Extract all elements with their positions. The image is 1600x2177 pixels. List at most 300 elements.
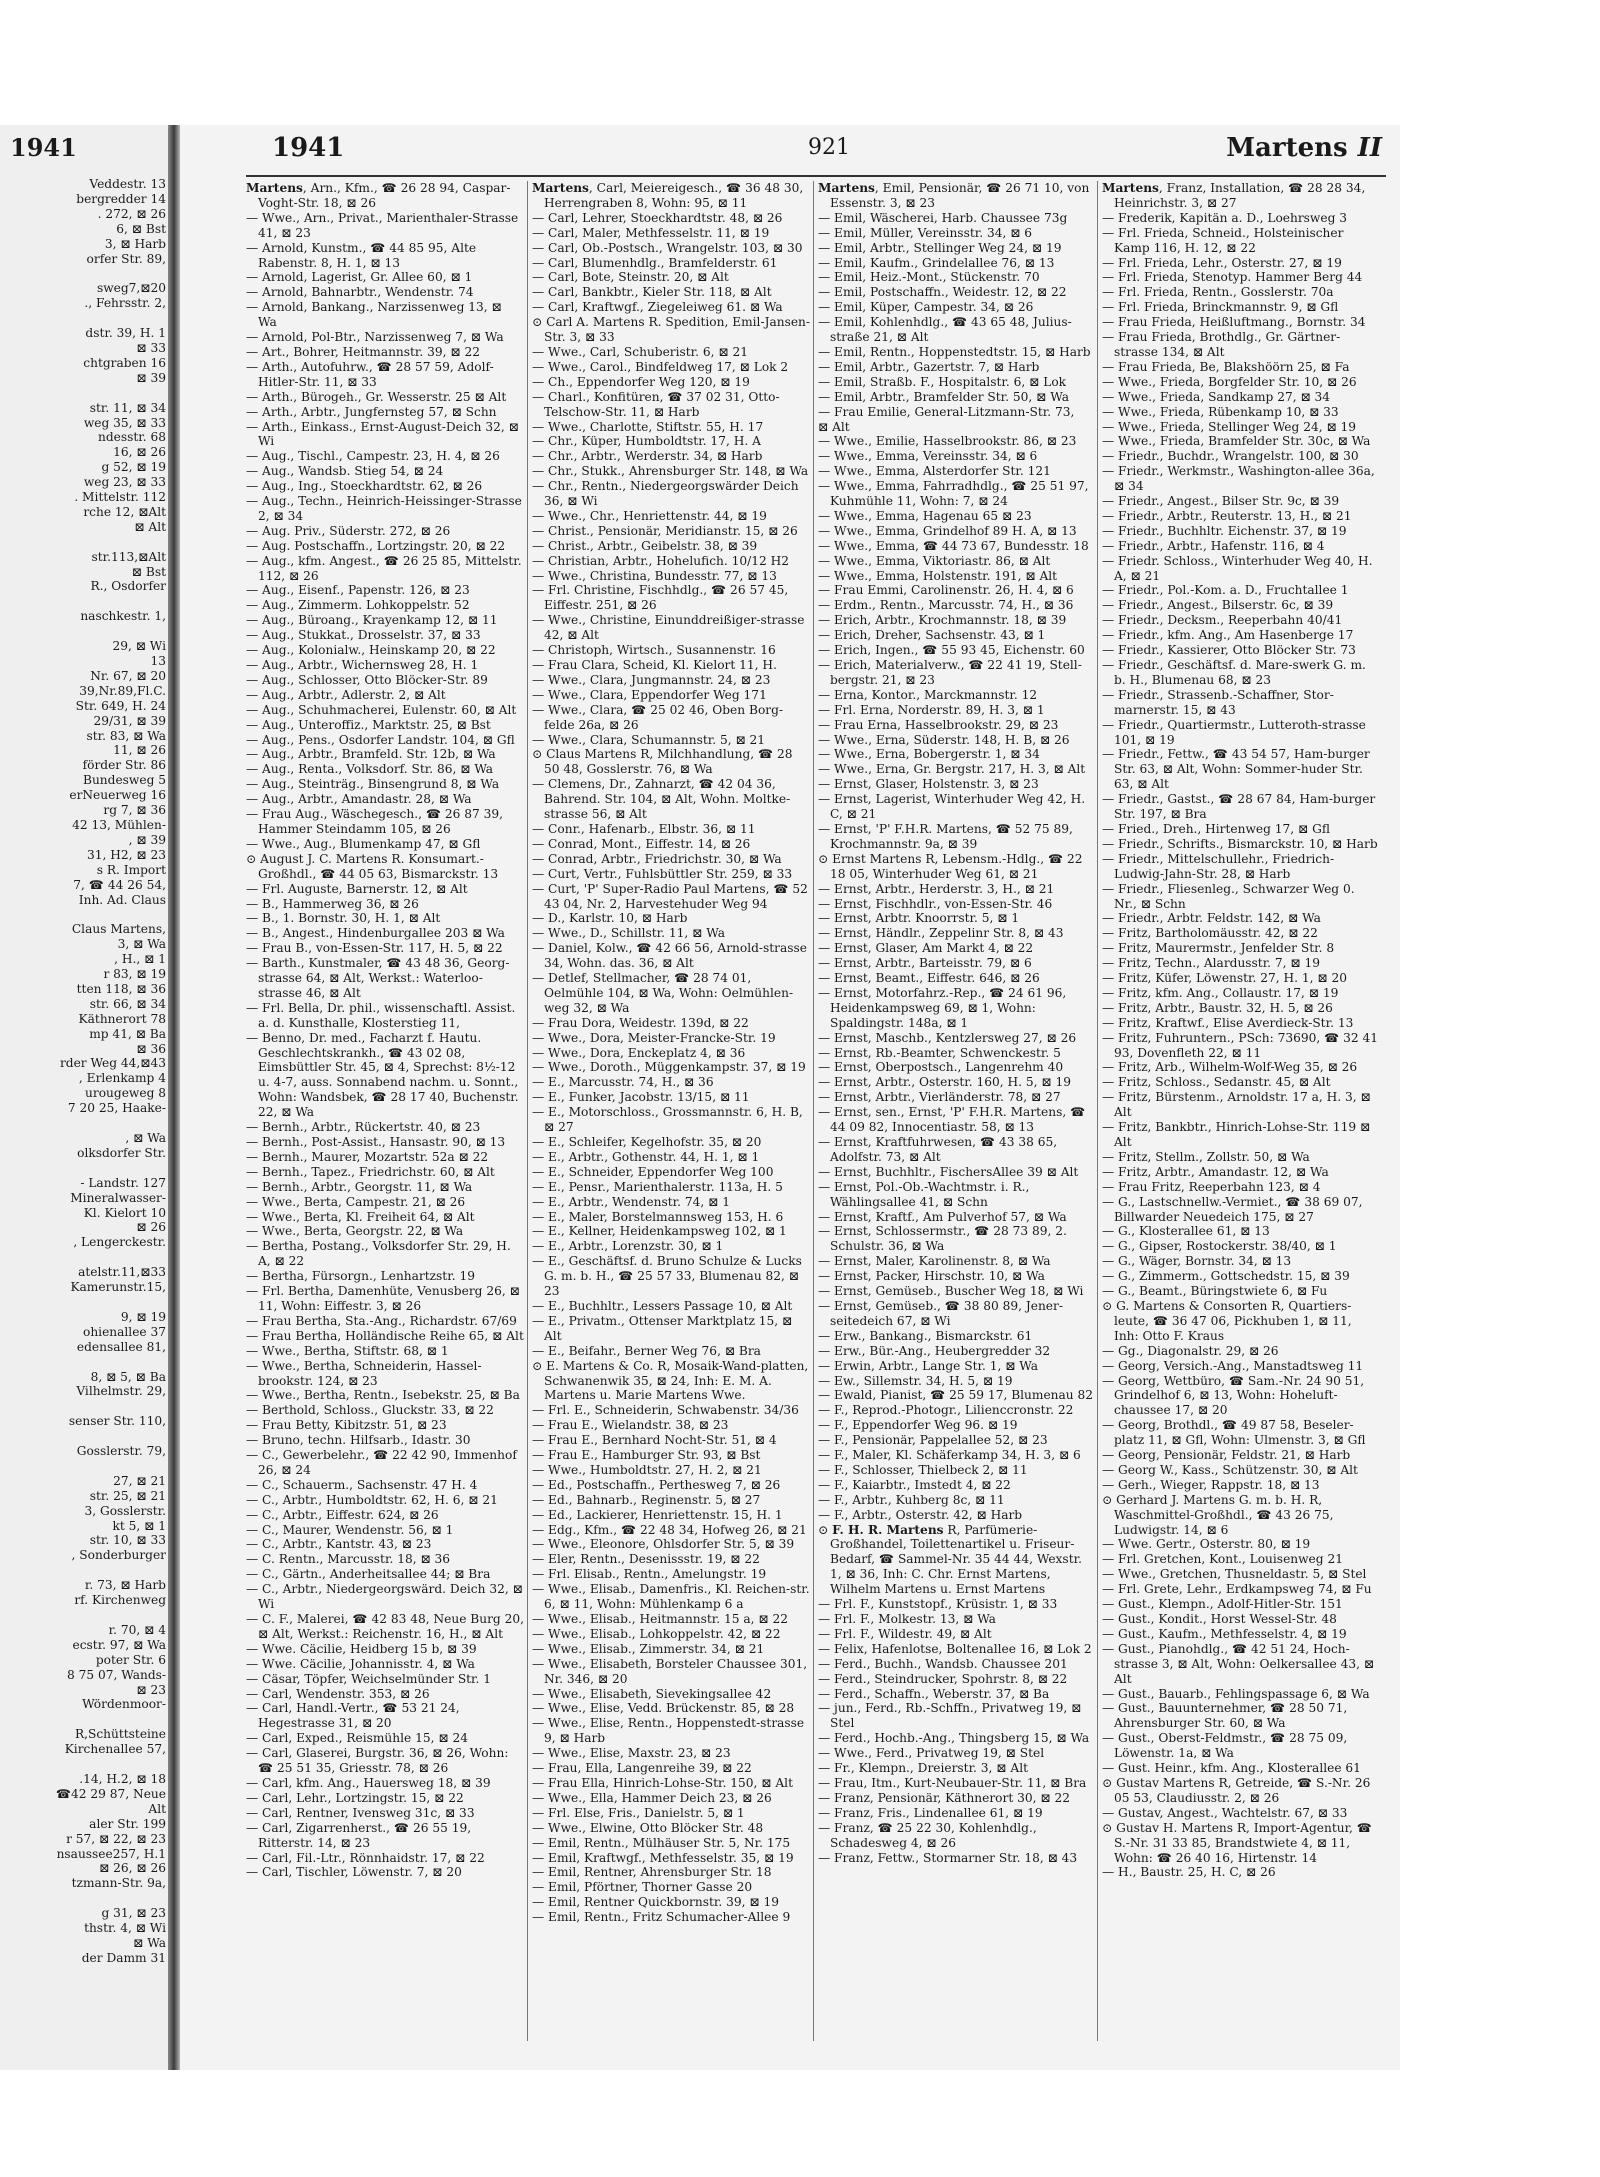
book-gutter (168, 125, 180, 2070)
directory-entry: — Wwe., Elise, Rentn., Hoppenstedt-strasse 9, ⊠ Harb (532, 1716, 805, 1746)
directory-entry: — Wwe., Carol., Bindfeldweg 17, ⊠ Lok 2 (532, 359, 789, 374)
left-page-line: förder Str. 86 (82, 758, 166, 773)
left-page-line: rche 12, ⊠Alt (83, 504, 166, 519)
left-page-line: Inh. Ad. Claus (78, 892, 166, 907)
directory-entry: — Frl. Gretchen, Kont., Louisenweg 21 (1102, 1552, 1343, 1567)
directory-entry: — Bernh., Tapez., Friedrichstr. 60, ⊠ Alt (246, 1164, 495, 1179)
directory-entry: — Ernst, Gemüseb., ☎ 38 80 89, Jener-seitedeich 67, ⊠ Wi (818, 1298, 1063, 1328)
directory-entry: ⊙ F. H. R. Martens R, Parfümerie-Großhandel, Toilettenartikel u. Friseur-Bedarf, ☎ Sammel-Nr. 35 44 44, Wexstr. 1, ⊠ 36, Inh: C. Chr. Ernst Martens, Wilhelm Martens u. Ernst Martens (818, 1522, 1082, 1597)
directory-entry: — Ernst, Fischhdlr., von-Essen-Str. 46 (818, 896, 1053, 911)
left-page-line: str.113,⊠Alt (91, 549, 166, 564)
left-page-line (6, 1250, 166, 1265)
left-page-line (6, 624, 166, 639)
directory-entry: — Carl, Lehrer, Stoeckhardtstr. 48, ⊠ 26 (532, 210, 783, 225)
directory-entry: — Wwe., Eleonore, Ohlsdorfer Str. 5, ⊠ 39 (532, 1537, 795, 1552)
left-page-line: thstr. 4, ⊠ Wi (84, 1921, 166, 1936)
directory-entry: — Bertha, Postang., Volksdorfer Str. 29, H. A, ⊠ 22 (246, 1239, 511, 1269)
directory-entry: — Ernst, Pol.-Ob.-Wachtmstr. i. R., Wählingsallee 41, ⊠ Schn (818, 1179, 1030, 1209)
left-page-line: dstr. 39, H. 1 (85, 326, 166, 341)
directory-entry: — Ernst, Schlossermstr., ☎ 28 73 89, 2. Schulstr. 36, ⊠ Wa (818, 1224, 1067, 1254)
directory-entry: — Friedr., Pol.-Kom. a. D., Fruchtallee 1 (1102, 583, 1349, 598)
directory-entry: — Aug., Pens., Osdorfer Landstr. 104, ⊠ Gfl (246, 732, 515, 747)
left-page-line: .14, H.2, ⊠ 18 (79, 1771, 166, 1786)
directory-entry: — Wwe., Gretchen, Thusneldastr. 5, ⊠ Stel (1102, 1567, 1367, 1582)
directory-entry: — Aug., Schlosser, Otto Blöcker-Str. 89 (246, 672, 488, 687)
directory-entry: — Gust., Oberst-Feldmstr., ☎ 28 75 09, Löwenstr. 1a, ⊠ Wa (1102, 1731, 1348, 1761)
directory-entry: — Aug., Büroang., Krayenkamp 12, ⊠ 11 (246, 613, 498, 628)
directory-entry: — Carl, Wendenstr. 353, ⊠ 26 (246, 1686, 430, 1701)
directory-entry: — Wwe. Cäcilie, Heidberg 15 b, ⊠ 39 (246, 1641, 477, 1656)
directory-entry: — Fr., Klempn., Dreierstr. 3, ⊠ Alt (818, 1761, 1028, 1776)
directory-entry: — Wwe., Erna, Süderstr. 148, H. B, ⊠ 26 (818, 732, 1070, 747)
directory-entry: — Gust., Bauunternehmer, ☎ 28 50 71, Ahrensburger Str. 60, ⊠ Wa (1102, 1701, 1348, 1731)
running-head-roman: II (1357, 133, 1382, 163)
directory-entry: — Aug., Arbtr., Bramfeld. Str. 12b, ⊠ Wa (246, 747, 496, 762)
directory-entry: — Ernst, Händlr., Zeppelinr Str. 8, ⊠ 43 (818, 926, 1064, 941)
directory-entry: — Christoph, Wirtsch., Susannenstr. 16 (532, 643, 776, 658)
directory-entry: — F., Schlosser, Thielbeck 2, ⊠ 11 (818, 1462, 1028, 1477)
directory-entry: — C., Gewerbelehr., ☎ 22 42 90, Immenhof 26, ⊠ 24 (246, 1448, 517, 1477)
directory-entry: ⊙ Gustav Martens R, Getreide, ☎ S.-Nr. 26 05 53, Claudiusstr. 2, ⊠ 26 (1102, 1775, 1371, 1805)
directory-entry: — Erich, Dreher, Sachsenstr. 43, ⊠ 1 (818, 628, 1046, 643)
left-page-line (6, 1429, 166, 1444)
directory-entry: — Carl, Rentner, Ivensweg 31c, ⊠ 33 (246, 1805, 475, 1820)
directory-entry: — Emil, Rentn., Fritz Schumacher-Allee 9 (532, 1910, 791, 1925)
directory-entry: — Aug., Schuhmacherei, Eulenstr. 60, ⊠ Alt (246, 702, 517, 717)
left-page-line: sweg7,⊠20 (96, 281, 166, 296)
directory-entry: — Wwe., Emilie, Hasselbrookstr. 86, ⊠ 23 (818, 434, 1077, 449)
directory-entry: — E., Arbtr., Lorenzstr. 30, ⊠ 1 (532, 1239, 724, 1254)
directory-entry: Martens, Carl, Meiereigesch., ☎ 36 48 30, Herrengraben 8, Wohn: 95, ⊠ 11 (532, 181, 804, 210)
left-page-line (6, 1116, 166, 1131)
directory-entry: — Wwe., Christine, Einunddreißiger-strasse 42, ⊠ Alt (532, 613, 805, 643)
directory-entry: — C., Maurer, Wendenstr. 56, ⊠ 1 (246, 1522, 454, 1537)
directory-entry: — G., Gipser, Rostockerstr. 38/40, ⊠ 1 (1102, 1239, 1337, 1254)
directory-entry: — E., Funker, Jacobstr. 13/15, ⊠ 11 (532, 1090, 750, 1105)
directory-entry: — Aug., Zimmerm. Lohkoppelstr. 52 (246, 598, 470, 613)
directory-entry: — Fritz, Schloss., Sedanstr. 45, ⊠ Alt (1102, 1075, 1331, 1090)
entry-name-bold: Martens (818, 181, 875, 195)
directory-entry: — Ew., Sillemstr. 34, H. 5, ⊠ 19 (818, 1373, 1013, 1388)
directory-entry: — Georg W., Kass., Schützenstr. 30, ⊠ Alt (1102, 1462, 1358, 1477)
left-page-line: Wördenmoor- (82, 1697, 166, 1712)
left-page-line: 39,Nr.89,Fl.C. (79, 683, 166, 698)
directory-entry: ⊙ Gustav H. Martens R, Import-Agentur, ☎ S.-Nr. 31 33 85, Brandstwiete 4, ⊠ 11, Wohn: ☎ 26 40 16, Hirtenstr. 14 (1102, 1820, 1372, 1865)
left-page-line (6, 266, 166, 281)
directory-entry: — Wwe., Aug., Blumenkamp 47, ⊠ Gfl (246, 836, 481, 851)
directory-entry: — Ed., Postschaffn., Perthesweg 7, ⊠ 26 (532, 1477, 781, 1492)
directory-entry: — jun., Ferd., Rb.-Schffn., Privatweg 19, ⊠ Stel (818, 1701, 1082, 1731)
directory-entry: — Erna, Kontor., Marckmannstr. 12 (818, 687, 1038, 702)
directory-entry: — Franz, Pensionär, Käthnerort 30, ⊠ 22 (818, 1790, 1070, 1805)
left-page-line (6, 1757, 166, 1772)
directory-entry: Martens, Franz, Installation, ☎ 28 28 34, Heinrichstr. 3, ⊠ 27 (1102, 181, 1366, 210)
running-head-surname: Martens (1226, 133, 1348, 163)
directory-entry: — Wwe., Elwine, Otto Blöcker Str. 48 (532, 1820, 764, 1835)
directory-entry: — Clemens, Dr., Zahnarzt, ☎ 42 04 36, Bahrend. Str. 104, ⊠ Alt, Wohn. Moltke-strasse 56, ⊠ Alt (532, 777, 791, 822)
directory-entry: — Chr., Küper, Humboldtstr. 17, H. A (532, 434, 761, 449)
left-page-line: 16, ⊠ 26 (113, 445, 166, 460)
left-page-line: ⊠ 26 (136, 1220, 166, 1235)
left-page-fragment (0, 125, 168, 2070)
left-page-line: Vilhelmstr. 29, (76, 1384, 166, 1399)
directory-entry: — Bernh., Arbtr., Georgstr. 11, ⊠ Wa (246, 1179, 473, 1194)
directory-entry: ⊙ Carl A. Martens R. Spedition, Emil-Jansen-Str. 3, ⊠ 33 (532, 315, 810, 345)
directory-entry: — Wwe., Frieda, Stellinger Weg 24, ⊠ 19 (1102, 419, 1357, 434)
directory-entry: — Wwe., Carl, Schuberistr. 6, ⊠ 21 (532, 344, 749, 359)
directory-entry: — Fritz, kfm. Ang., Collaustr. 17, ⊠ 19 (1102, 985, 1339, 1000)
directory-entry: — Aug., Kolonialw., Heinskamp 20, ⊠ 22 (246, 643, 496, 658)
directory-entry: — Frl. Frieda, Stenotyp. Hammer Berg 44 (1102, 270, 1363, 285)
directory-entry: — Georg, Brothdl., ☎ 49 87 58, Beseler-platz 11, ⊠ Gfl, Wohn: Ulmenstr. 3, ⊠ Gfl (1102, 1418, 1366, 1448)
directory-entry: — Frau Clara, Scheid, Kl. Kielort 11, H. (532, 658, 777, 672)
directory-entry: — Chr., Stukk., Ahrensburger Str. 148, ⊠ Wa (532, 464, 809, 479)
left-page-line (6, 1161, 166, 1176)
directory-entry: — Emil, Arbtr., Bramfelder Str. 50, ⊠ Wa (818, 389, 1069, 404)
directory-entry: ⊙ Ernst Martens R, Lebensm.-Hdlg., ☎ 22 18 05, Winterhuder Weg 61, ⊠ 21 (818, 851, 1083, 881)
directory-entry: — Friedr., Kassierer, Otto Blöcker Str. 73 (1102, 643, 1356, 658)
left-page-line (6, 1712, 166, 1727)
directory-entry: — Gust. Heinr., kfm. Ang., Klosterallee 61 (1102, 1761, 1361, 1776)
directory-entry: — Emil, Wäscherei, Harb. Chaussee 73g (818, 210, 1068, 225)
directory-entry: — Franz, ☎ 25 22 30, Kohlenhdlg., Schadesweg 4, ⊠ 26 (818, 1820, 1037, 1850)
directory-entry: — Ernst, Maler, Karolinenstr. 8, ⊠ Wa (818, 1254, 1051, 1269)
directory-entry: — Ernst, Kraftf., Am Pulverhof 57, ⊠ Wa (818, 1209, 1067, 1224)
directory-entry: — Wwe., Erna, Bobergerstr. 1, ⊠ 34 (818, 747, 1040, 762)
directory-entry: — Friedr., Decksm., Reeperbahn 40/41 (1102, 613, 1343, 628)
left-page-line: R,Schüttsteine (74, 1727, 166, 1742)
directory-entry: — Frl. Grete, Lehr., Erdkampsweg 74, ⊠ Fu (1102, 1582, 1372, 1597)
directory-entry: — Emil, Rentn., Mülhäuser Str. 5, Nr. 175 (532, 1835, 791, 1850)
directory-entry: — Frl. F., Kunststopf., Krüsistr. 1, ⊠ 33 (818, 1597, 1058, 1612)
directory-entry: — C., Schauerm., Sachsenstr. 47 H. 4 (246, 1477, 478, 1492)
left-page-line: 8 75 07, Wands- (66, 1667, 166, 1682)
directory-entry: — Friedr., Mittelschullehr., Friedrich-Ludwig-Jahn-Str. 28, ⊠ Harb (1102, 851, 1335, 881)
directory-entry: — E., Beifahr., Berner Weg 76, ⊠ Bra (532, 1343, 761, 1358)
directory-entry: — Ferd., Hochb.-Ang., Thingsberg 15, ⊠ Wa (818, 1731, 1090, 1746)
directory-entry: — Emil, Arbtr., Stellinger Weg 24, ⊠ 19 (818, 240, 1062, 255)
directory-entry: — Carl, Glaserei, Burgstr. 36, ⊠ 26, Wohn: ☎ 25 51 35, Griesstr. 78, ⊠ 26 (246, 1746, 509, 1776)
directory-entry: — Arnold, Lagerist, Gr. Allee 60, ⊠ 1 (246, 270, 473, 285)
directory-entry: — E., Buchhltr., Lessers Passage 10, ⊠ Alt (532, 1298, 793, 1313)
left-page-line (6, 594, 166, 609)
left-page-line: . 272, ⊠ 26 (97, 206, 166, 221)
directory-entry: — Aug., kfm. Angest., ☎ 26 25 85, Mittelstr. 112, ⊠ 26 (246, 553, 522, 583)
directory-entry: — Friedr., Gastst., ☎ 28 67 84, Ham-burger Str. 197, ⊠ Bra (1102, 792, 1376, 822)
directory-entry: — Aug., Tischl., Campestr. 23, H. 4, ⊠ 26 (246, 449, 500, 464)
directory-entry: — Wwe., Elisabeth, Borsteler Chaussee 301, Nr. 346, ⊠ 20 (532, 1656, 808, 1686)
directory-entry: — Friedr., kfm. Ang., Am Hasenberge 17 (1102, 628, 1354, 643)
directory-entry: — Barth., Kunstmaler, ☎ 43 48 36, Georg-strasse 64, ⊠ Alt, Werkst.: Waterloo-strasse 46, ⊠ Alt (246, 956, 510, 1000)
directory-entry: — Aug., Steinträg., Binsengrund 8, ⊠ Wa (246, 777, 500, 792)
column-divider (527, 181, 528, 2041)
directory-entry: — Conrad, Mont., Eiffestr. 14, ⊠ 26 (532, 836, 751, 851)
directory-entry: — Wwe., Humboldtstr. 27, H. 2, ⊠ 21 (532, 1462, 762, 1477)
directory-entry: — Felix, Hafenlotse, Boltenallee 16, ⊠ Lok 2 (818, 1641, 1092, 1656)
directory-entry: — Ch., Eppendorfer Weg 120, ⊠ 19 (532, 374, 750, 389)
directory-entry: — Wwe., Erna, Gr. Bergstr. 217, H. 3, ⊠ Alt (818, 762, 1086, 777)
left-page-line: mp 41, ⊠ Ba (89, 1026, 166, 1041)
directory-entry: — Wwe., Emma, Vereinsstr. 34, ⊠ 6 (818, 449, 1038, 464)
directory-entry: — Frl. Else, Fris., Danielstr. 5, ⊠ 1 (532, 1805, 745, 1820)
directory-entry: — Aug., Ing., Stoeckhardtstr. 62, ⊠ 26 (246, 479, 483, 494)
directory-entry: — Ed., Lackierer, Henriettenstr. 15, H. 1 (532, 1507, 783, 1522)
left-page-line: g 52, ⊠ 19 (101, 460, 166, 475)
left-page-line: 11, ⊠ 26 (113, 743, 166, 758)
left-page-line: - Landstr. 127 (80, 1175, 166, 1190)
directory-entry: — H., Baustr. 25, H. C, ⊠ 26 (1102, 1865, 1276, 1880)
left-page-line: ecstr. 97, ⊠ Wa (72, 1637, 166, 1652)
directory-entry: — Fritz, Bürstenm., Arnoldstr. 17 a, H. 3, ⊠ Alt (1102, 1090, 1371, 1120)
directory-entry: — Bernh., Post-Assist., Hansastr. 90, ⊠ 13 (246, 1135, 506, 1149)
left-page-line: str. 10, ⊠ 33 (89, 1533, 166, 1548)
directory-entry: — Carl, Tischler, Löwenstr. 7, ⊠ 20 (246, 1865, 462, 1880)
directory-entry: — Fritz, Bankbtr., Hinrich-Lohse-Str. 119 ⊠ Alt (1102, 1120, 1371, 1149)
directory-entry: — Ernst, Kraftfuhrwesen, ☎ 43 38 65, Adolfstr. 73, ⊠ Alt (818, 1135, 1058, 1164)
directory-entry: — Carl, Kraftwgf., Ziegeleiweg 61. ⊠ Wa (532, 300, 783, 315)
left-page-line: Bundesweg 5 (83, 773, 166, 788)
directory-entry: — Charl., Konfitüren, ☎ 37 02 31, Otto-Telschow-Str. 11, ⊠ Harb (532, 389, 780, 419)
directory-entry: — B., Hammerweg 36, ⊠ 26 (246, 896, 419, 911)
left-page-line: ⊠ Alt (134, 519, 166, 534)
directory-entry: — F., Arbtr., Kuhberg 8c, ⊠ 11 (818, 1492, 1005, 1507)
directory-entry: — Emil, Arbtr., Gazertstr. 7, ⊠ Harb (818, 359, 1040, 374)
directory-entry: — Ernst, Oberpostsch., Langenrehm 40 (818, 1060, 1064, 1075)
directory-entry: — Frl. Elisab., Rentn., Amelungstr. 19 (532, 1567, 767, 1582)
directory-entry: — Carl, Bankbtr., Kieler Str. 118, ⊠ Alt (532, 285, 772, 300)
directory-entry: — Frau Erna, Hasselbrookstr. 29, ⊠ 23 (818, 717, 1059, 732)
directory-entry: — C. F., Malerei, ☎ 42 83 48, Neue Burg 20, ⊠ Alt, Werkst.: Reichenstr. 16, H., ⊠ Alt (246, 1612, 524, 1641)
directory-entry: — Gust., Pianohdlg., ☎ 42 51 24, Hoch-strasse 3, ⊠ Alt, Wohn: Oelkersallee 43, ⊠ Alt (1102, 1641, 1375, 1686)
directory-entry: — Ernst, Lagerist, Winterhuder Weg 42, H. C, ⊠ 21 (818, 792, 1086, 822)
directory-entry: — Frl. Christine, Fischhdlg., ☎ 26 57 45, Eiffestr. 251, ⊠ 26 (532, 583, 789, 613)
left-page-line: poter Str. 6 (95, 1652, 166, 1667)
directory-entry: — Aug., Techn., Heinrich-Heissinger-Strasse 2, ⊠ 34 (246, 494, 522, 523)
left-page-line (6, 1563, 166, 1578)
directory-page (180, 125, 1400, 2070)
directory-entry: — Georg, Versich.-Ang., Manstadtsweg 11 (1102, 1358, 1364, 1373)
left-page-line: 13 (150, 654, 166, 668)
left-page-line: Käthnerort 78 (78, 1011, 166, 1026)
left-page-line: s R. Import (96, 862, 166, 877)
directory-entry: — Emil, Pförtner, Thorner Gasse 20 (532, 1880, 753, 1895)
directory-entry: — Conr., Hafenarb., Elbstr. 36, ⊠ 11 (532, 821, 756, 836)
directory-entry: — Wwe. Cäcilie, Johannisstr. 4, ⊠ Wa (246, 1656, 475, 1671)
directory-entry: — Frau E., Bernhard Nocht-Str. 51, ⊠ 4 (532, 1433, 777, 1448)
directory-entry: — Wwe., Berta, Campestr. 21, ⊠ 26 (246, 1194, 466, 1209)
directory-entry: — Erwin, Arbtr., Lange Str. 1, ⊠ Wa (818, 1358, 1039, 1373)
left-page-line: tzmann-Str. 9a, (71, 1876, 166, 1891)
directory-entry: — Emil, Kraftwgf., Methfesselstr. 35, ⊠ 19 (532, 1850, 794, 1865)
directory-entry: — Wwe., Clara, Eppendorfer Weg 171 (532, 687, 767, 702)
directory-entry: — Arth., Bürogeh., Gr. Wesserstr. 25 ⊠ Alt (246, 389, 507, 404)
directory-entry: — Ernst, Arbtr., Herderstr. 3, H., ⊠ 21 (818, 881, 1055, 896)
left-page-line: rf. Kirchenweg (74, 1593, 166, 1608)
directory-entry: — Fritz, Techn., Alardusstr. 7, ⊠ 19 (1102, 956, 1321, 971)
column-4 (1102, 181, 1380, 2061)
directory-entry: — C. Rentn., Marcusstr. 18, ⊠ 36 (246, 1552, 451, 1567)
directory-entry: — Aug., Arbtr., Amandastr. 28, ⊠ Wa (246, 792, 472, 807)
directory-entry: — Frederik, Kapitän a. D., Loehrsweg 3 (1102, 210, 1348, 225)
directory-entry: ⊙ Gerhard J. Martens G. m. b. H. R, Waschmittel-Großhdl., ☎ 43 26 75, Ludwigstr. 14, ⊠ 6 (1102, 1492, 1334, 1537)
directory-entry: — Bernh., Maurer, Mozartstr. 52a ⊠ 22 (246, 1149, 489, 1164)
left-page-line: Kirchenallee 57, (64, 1742, 166, 1757)
directory-entry: — Friedr., Quartiermstr., Lutteroth-strasse 101, ⊠ 19 (1102, 717, 1366, 747)
directory-entry: — Ernst, Glaser, Am Markt 4, ⊠ 22 (818, 941, 1034, 956)
directory-entry: — Wwe., Berta, Kl. Freiheit 64, ⊠ Alt (246, 1209, 475, 1224)
directory-entry: — Fritz, Arbtr., Baustr. 32, H. 5, ⊠ 26 (1102, 1000, 1333, 1015)
directory-entry: — Detlef, Stellmacher, ☎ 28 74 01, Oelmühle 104, ⊠ Wa, Wohn: Oelmühlen-weg 32, ⊠ Wa (532, 971, 794, 1015)
left-page-line: 29, ⊠ Wi (112, 639, 166, 654)
directory-entry: — Frau, Ella, Langenreihe 39, ⊠ 22 (532, 1761, 752, 1776)
directory-entry: — Wwe., Charlotte, Stiftstr. 55, H. 17 (532, 419, 764, 434)
directory-entry: — Aug., Arbtr., Wichernsweg 28, H. 1 (246, 658, 479, 672)
directory-entry: — Aug., Wandsb. Stieg 54, ⊠ 24 (246, 464, 444, 479)
left-page-line: Alt (148, 1801, 166, 1816)
directory-entry: — Fritz, Arbtr., Amandastr. 12, ⊠ Wa (1102, 1164, 1329, 1179)
directory-entry: — Ferd., Schaffn., Weberstr. 37, ⊠ Ba (818, 1686, 1050, 1701)
directory-entry: — Eler, Rentn., Desenissstr. 19, ⊠ 22 (532, 1552, 760, 1567)
left-page-line (6, 1608, 166, 1623)
left-page-line: rder Weg 44,⊠43 (59, 1056, 166, 1071)
left-page-line: ⊠ Wa (133, 1935, 166, 1950)
directory-entry: — Frl. Erna, Norderstr. 89, H. 3, ⊠ 1 (818, 702, 1045, 717)
directory-entry: — Wwe., Dora, Enckeplatz 4, ⊠ 36 (532, 1045, 746, 1060)
directory-entry: — Frau Aug., Wäschegesch., ☎ 26 87 39, Hammer Steindamm 105, ⊠ 26 (246, 807, 504, 836)
directory-entry: — Friedr., Arbtr., Reuterstr. 13, H., ⊠ 21 (1102, 508, 1352, 523)
directory-entry: — Gust., Bauarb., Fehlingspassage 6, ⊠ Wa (1102, 1686, 1370, 1701)
left-page-line: Gosslerstr. 79, (76, 1444, 166, 1459)
directory-entry: — Erich, Ingen., ☎ 55 93 45, Eichenstr. 60 (818, 643, 1085, 658)
directory-entry: — Ernst, Glaser, Holstenstr. 3, ⊠ 23 (818, 777, 1039, 792)
directory-entry: — Frau Frieda, Brothdlg., Gr. Gärtner-strasse 134, ⊠ Alt (1102, 330, 1341, 359)
left-page-line: chtgraben 16 (83, 355, 166, 370)
directory-entry: — Frau Betty, Kibitzstr. 51, ⊠ 23 (246, 1418, 447, 1433)
left-page-year: 1941 (10, 133, 77, 162)
directory-entry: ⊙ Claus Martens R, Milchhandlung, ☎ 28 50 48, Gosslerstr. 76, ⊠ Wa (532, 747, 793, 777)
left-page-line: naschkestr. 1, (80, 609, 166, 624)
directory-entry: — B., Angest., Hindenburgallee 203 ⊠ Wa (246, 926, 505, 941)
directory-entry: — Ernst, Arbtr., Osterstr. 160, H. 5, ⊠ 19 (818, 1075, 1072, 1090)
directory-entry: — C., Gärtn., Anderheitsallee 44; ⊠ Bra (246, 1567, 491, 1582)
directory-entry: — Friedr., Werkmstr., Washington-allee 36a, ⊠ 34 (1102, 464, 1375, 494)
left-page-line: , Erlenkamp 4 (78, 1071, 166, 1086)
directory-entry: ⊙ August J. C. Martens R. Konsumart.-Großhdl., ☎ 44 05 63, Bismarckstr. 13 (246, 851, 499, 881)
directory-entry: — Ernst, Arbtr., Vierländerstr. 78, ⊠ 27 (818, 1090, 1061, 1105)
directory-entry: — Wwe., Bertha, Rentn., Isebekstr. 25, ⊠ Ba (246, 1388, 520, 1403)
directory-entry: — Frl. Frieda, Lehr., Osterstr. 27, ⊠ 19 (1102, 255, 1342, 270)
directory-entry: — Wwe., Emma, Viktoriastr. 86, ⊠ Alt (818, 553, 1051, 568)
directory-entry: — Wwe., Frieda, Rübenkamp 10, ⊠ 33 (1102, 404, 1339, 419)
directory-entry: — Arth., Einkass., Ernst-August-Deich 32, ⊠ Wi (246, 419, 519, 449)
directory-entry: — Aug. Priv., Süderstr. 272, ⊠ 26 (246, 523, 451, 538)
left-page-line: nsaussee257, H.1 (56, 1846, 166, 1861)
directory-entry: — C., Arbtr., Kantstr. 43, ⊠ 23 (246, 1537, 432, 1552)
directory-entry: — Carl, Blumenhdlg., Bramfelderstr. 61 (532, 255, 778, 270)
left-page-line: str. 83, ⊠ Wa (86, 728, 166, 743)
directory-entry: — Ernst, Arbtr., Barteisstr. 79, ⊠ 6 (818, 956, 1032, 971)
directory-entry: — Erdm., Rentn., Marcusstr. 74, H., ⊠ 36 (818, 598, 1074, 613)
directory-entry: — Fritz, Maurermstr., Jenfelder Str. 8 (1102, 941, 1335, 956)
directory-entry: — Wwe., Elisab., Damenfris., Kl. Reichen-str. 6, ⊠ 11, Wohn: Mühlenkamp 6 a (532, 1582, 810, 1612)
directory-entry: — Curt, 'P' Super-Radio Paul Martens, ☎ 52 43 04, Nr. 2, Harvestehuder Weg 94 (532, 881, 808, 911)
left-page-line: ., Fehrsstr. 2, (84, 296, 166, 311)
directory-entry: — Emil, Rentner Quickbornstr. 39, ⊠ 19 (532, 1895, 779, 1910)
directory-entry: — Wwe., Emma, Holstenstr. 191, ⊠ Alt (818, 568, 1058, 583)
directory-entry: — Ernst, sen., Ernst, 'P' F.H.R. Martens, ☎ 44 09 82, Innocentiastr. 58, ⊠ 13 (818, 1105, 1086, 1135)
entry-name-bold: Martens (532, 181, 589, 195)
directory-entry: — Frl. Auguste, Barnerstr. 12, ⊠ Alt (246, 881, 468, 896)
column-divider (813, 181, 814, 2041)
left-page-line: 31, H2, ⊠ 23 (87, 847, 166, 862)
left-page-line: r. 70, ⊠ 4 (108, 1622, 166, 1637)
left-page-line: g 31, ⊠ 23 (101, 1906, 166, 1921)
directory-entry: — E., Pensr., Marienthalerstr. 113a, H. 5 (532, 1179, 783, 1194)
left-page-line: bergredder 14 (76, 191, 166, 206)
directory-entry: — Aug., Eisenf., Papenstr. 126, ⊠ 23 (246, 583, 470, 598)
directory-entry: — Carl, Ob.-Postsch., Wrangelstr. 103, ⊠ 30 (532, 240, 803, 255)
directory-entry: — Wwe., Elisabeth, Sievekingsallee 42 (532, 1686, 772, 1701)
left-page-line: olksdorfer Str. (77, 1145, 166, 1160)
directory-entry: — Arnold, Pol-Btr., Narzissenweg 7, ⊠ Wa (246, 330, 504, 345)
directory-entry: — Wwe., Christina, Bundesstr. 77, ⊠ 13 (532, 568, 777, 583)
directory-entry: — Ferd., Steindrucker, Spohrstr. 8, ⊠ 22 (818, 1671, 1068, 1686)
directory-entry: — Gustav, Angest., Wachtelstr. 67, ⊠ 33 (1102, 1805, 1348, 1820)
directory-entry: — Erich, Arbtr., Krochmannstr. 18, ⊠ 39 (818, 613, 1067, 628)
left-page-line (6, 386, 166, 401)
directory-entry: — Arth., Autofuhrw., ☎ 28 57 59, Adolf-Hitler-Str. 11, ⊠ 33 (246, 359, 494, 389)
directory-entry: — Ernst, Arbtr. Knoorrstr. 5, ⊠ 1 (818, 911, 1020, 926)
directory-entry: — Carl, kfm. Ang., Hauersweg 18, ⊠ 39 (246, 1775, 491, 1790)
directory-entry: — Frl. Frieda, Rentn., Gosslerstr. 70a (1102, 285, 1334, 300)
left-page-line: tten 118, ⊠ 36 (76, 981, 166, 996)
directory-entry: — Frl. Frieda, Schneid., Holsteinischer Kamp 116, H. 12, ⊠ 22 (1102, 225, 1344, 255)
directory-entry: — Friedr., Schrifts., Bismarckstr. 10, ⊠ Harb (1102, 836, 1378, 851)
left-page-line: erNeuerweg 16 (69, 788, 166, 803)
directory-entry: — Frau Ella, Hinrich-Lohse-Str. 150, ⊠ Alt (532, 1775, 793, 1790)
left-page-line: rg 7, ⊠ 36 (103, 803, 166, 818)
directory-entry: — Frau, Itm., Kurt-Neubauer-Str. 11, ⊠ Bra (818, 1775, 1087, 1790)
directory-entry: — Wwe., D., Schillstr. 11, ⊠ Wa (532, 926, 725, 941)
directory-entry: — Gust., Klempn., Adolf-Hitler-Str. 151 (1102, 1597, 1343, 1612)
directory-entry: — Arth., Arbtr., Jungfernsteg 57, ⊠ Schn (246, 404, 497, 419)
directory-entry: — Carl, Handl.-Vertr., ☎ 53 21 24, Hegestrasse 31, ⊠ 20 (246, 1701, 460, 1731)
left-page-line: ⊠ 23 (136, 1682, 166, 1697)
column-2 (532, 181, 810, 2061)
left-page-line: weg 35, ⊠ 33 (83, 415, 166, 430)
directory-entry: — Wwe., Emma, ☎ 44 73 67, Bundesstr. 18 (818, 538, 1089, 553)
directory-entry: — Cäsar, Töpfer, Weichselmünder Str. 1 (246, 1671, 492, 1686)
left-page-line: Mineralwasser- (70, 1190, 166, 1205)
directory-entry: — C., Arbtr., Niedergeorgswärd. Deich 32, ⊠ Wi (246, 1582, 523, 1612)
page-header (180, 133, 1400, 171)
top-margin (0, 0, 1600, 125)
directory-entry: — Ferd., Buchh., Wandsb. Chaussee 201 (818, 1656, 1068, 1671)
header-rule (246, 175, 1386, 177)
directory-entry: ⊙ G. Martens & Consorten R, Quartiers-leute, ☎ 36 47 06, Pickhuben 1, ⊠ 11, Inh: Otto F. Kraus (1102, 1298, 1352, 1343)
directory-entry: — Frl. F., Molkestr. 13, ⊠ Wa (818, 1612, 996, 1626)
directory-entry: — G., Beamt., Büringstwiete 6, ⊠ Fu (1102, 1284, 1328, 1299)
directory-entry: — Wwe., Bertha, Stiftstr. 68, ⊠ 1 (246, 1343, 449, 1358)
left-page-line: weg 23, ⊠ 33 (83, 475, 166, 490)
left-page-line: atelstr.11,⊠33 (78, 1265, 166, 1280)
directory-entry: — Frl. E., Schneiderin, Schwabenstr. 34/36 (532, 1403, 799, 1418)
directory-entry: — Emil, Straßb. F., Hospitalstr. 6, ⊠ Lok (818, 374, 1067, 389)
directory-entry: — Christ., Arbtr., Geibelstr. 38, ⊠ 39 (532, 538, 758, 553)
directory-entry: — Friedr., Angest., Bilserstr. 6c, ⊠ 39 (1102, 598, 1334, 613)
directory-entry: — Wwe., Elise, Maxstr. 23, ⊠ 23 (532, 1746, 731, 1761)
left-page-line (6, 1891, 166, 1906)
